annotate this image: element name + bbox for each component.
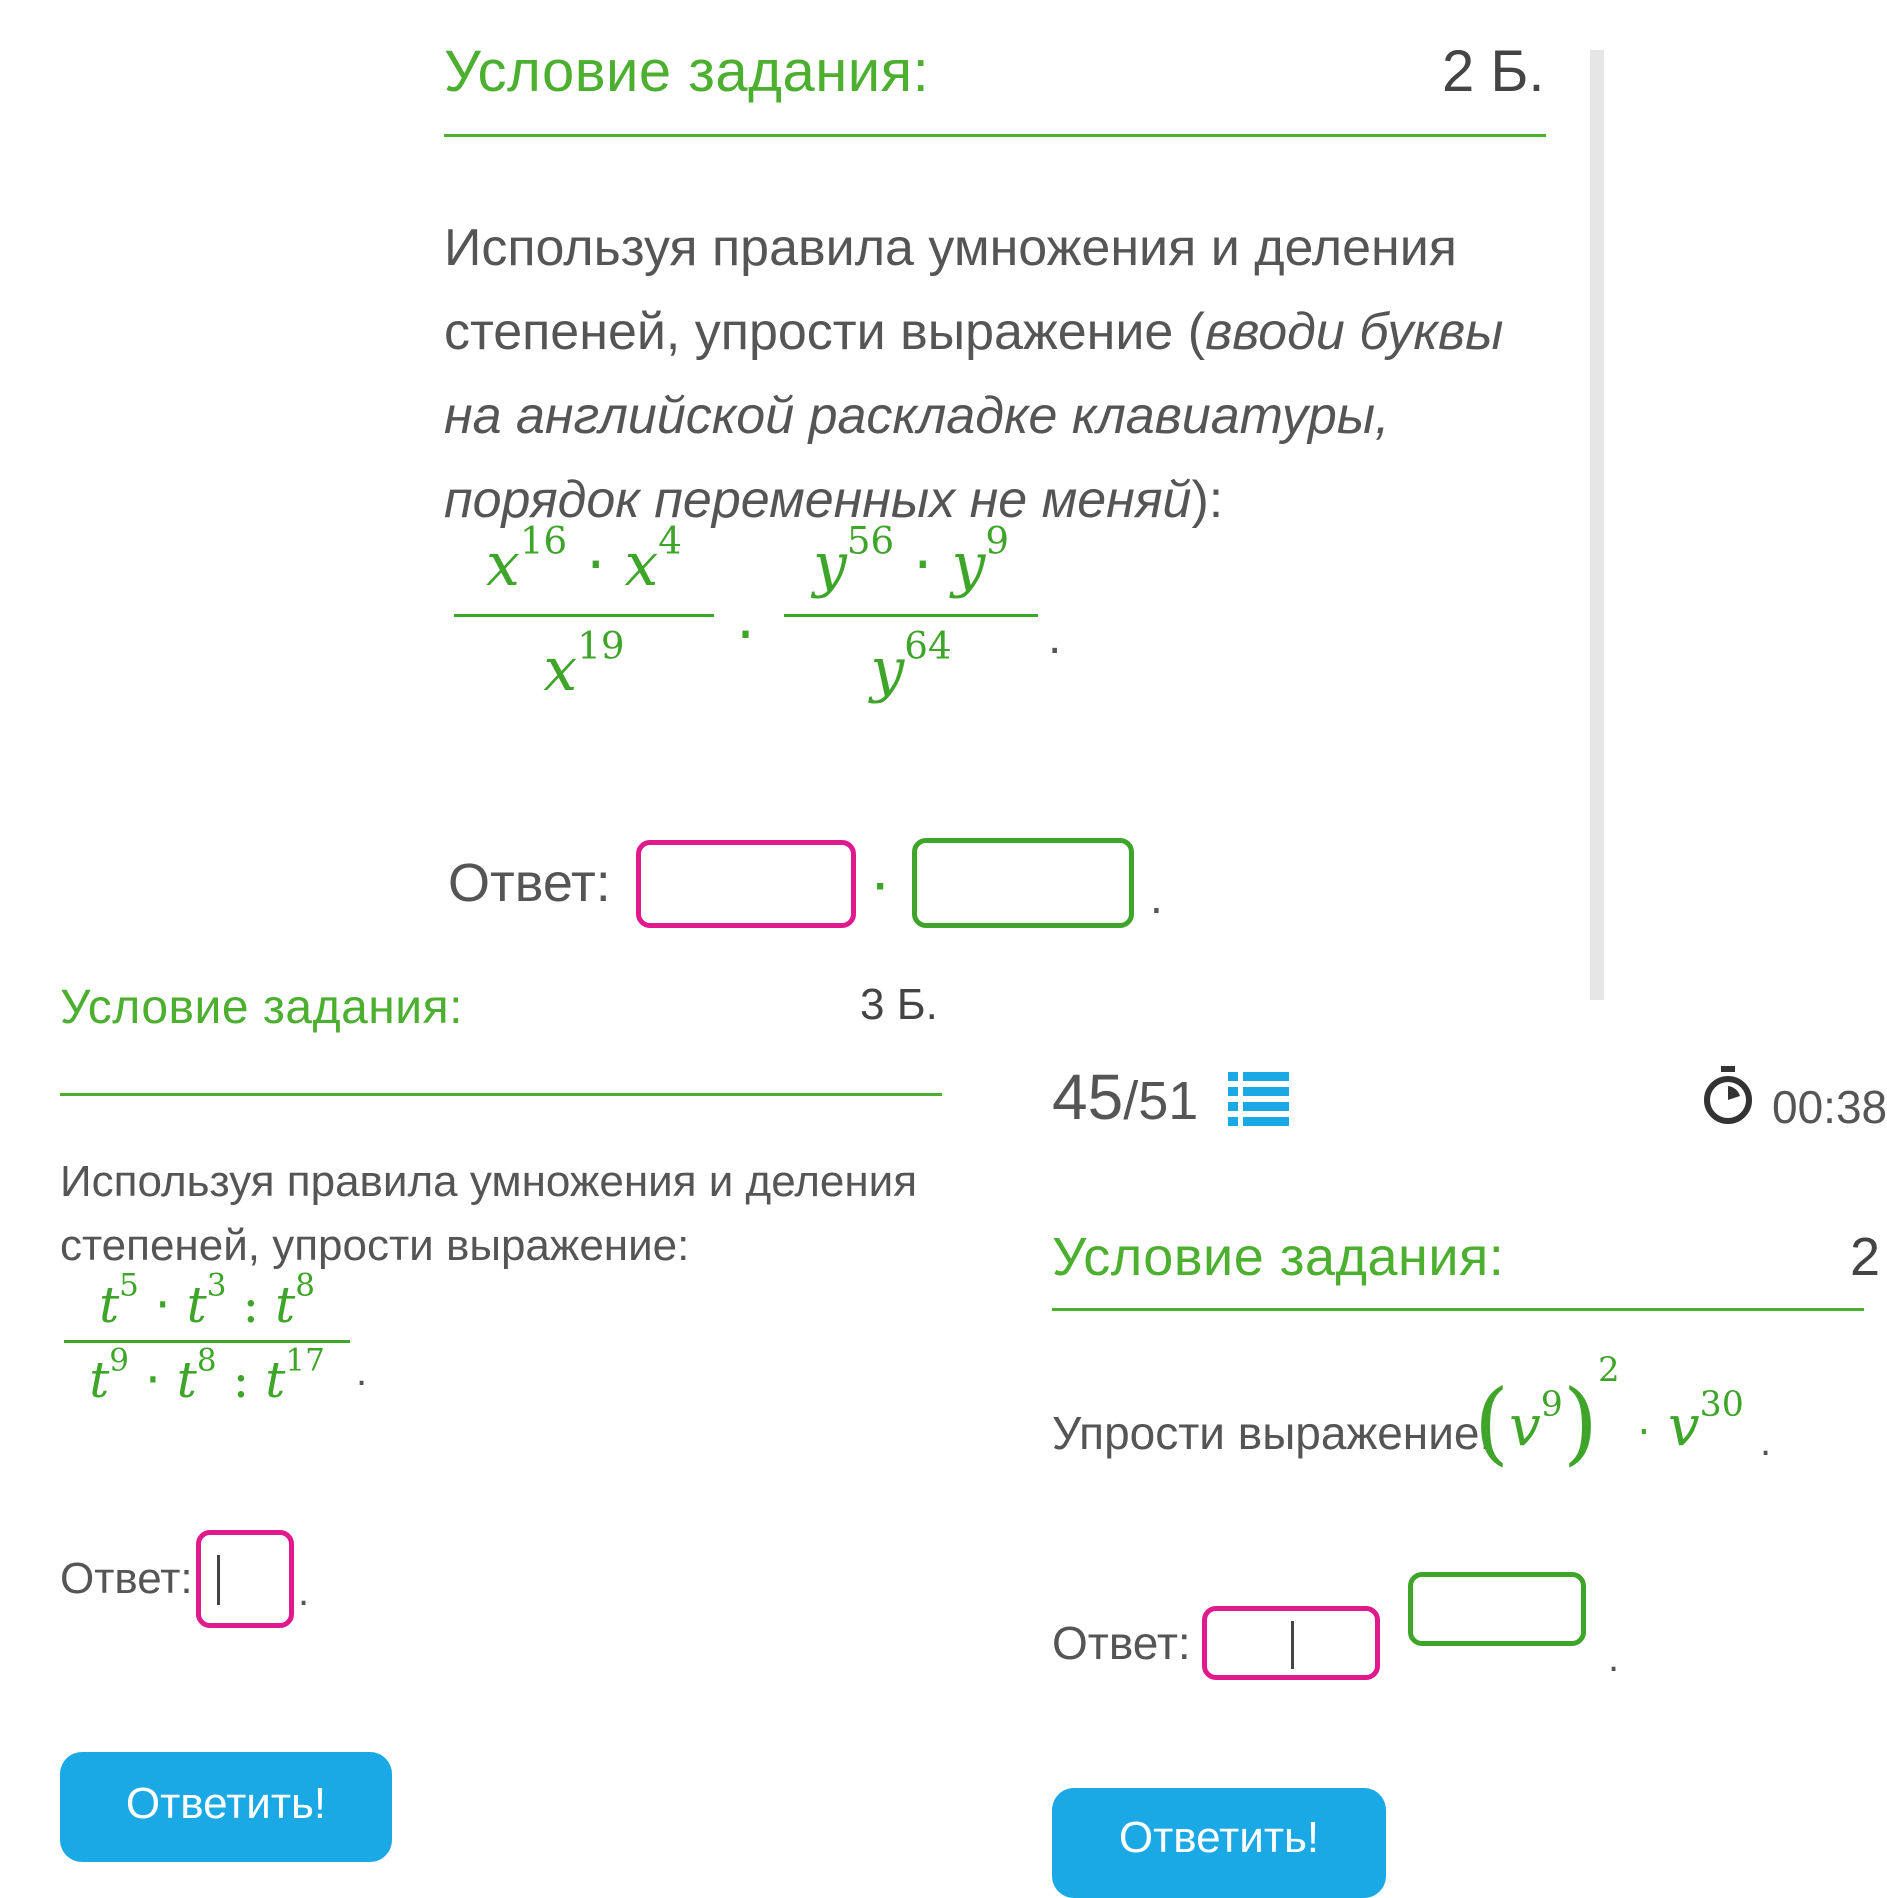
task-description (60, 1150, 917, 1278)
task-text-line (444, 290, 1564, 374)
paren-close: ) (1562, 1370, 1598, 1476)
mul-dot: · (586, 530, 606, 600)
stopwatch-icon-svg (1702, 1066, 1754, 1126)
var: t (99, 1276, 120, 1334)
div-sign: : (242, 1276, 260, 1334)
task-text-segment: степеней, упрости выражение ( (444, 303, 1206, 361)
var: t (265, 1351, 286, 1409)
var: x (486, 530, 520, 600)
text-cursor (217, 1555, 220, 1605)
var: t (186, 1276, 207, 1334)
answer-input-coefficient[interactable] (636, 840, 856, 928)
text-cursor (1291, 1621, 1294, 1669)
task-heading: Условие задания: (444, 39, 930, 104)
exponent: 64 (904, 623, 952, 668)
outer-exponent: 2 (1597, 1350, 1620, 1390)
answer-period: . (1608, 1636, 1620, 1680)
exponent: 8 (295, 1267, 315, 1304)
exponent: 9 (109, 1342, 130, 1379)
fraction-t (64, 1267, 350, 1409)
var: t (176, 1351, 197, 1409)
list-icon-svg (1228, 1070, 1290, 1128)
answer-input-coefficient[interactable] (1202, 1606, 1380, 1680)
exponent: 56 (846, 518, 895, 563)
answer-dot: · (874, 862, 889, 911)
answer-period: . (298, 1570, 310, 1614)
list-icon[interactable] (1228, 1070, 1290, 1128)
answer-input[interactable] (196, 1530, 294, 1628)
heading-clip (0, 980, 950, 1066)
task-points: 2 Б. (1442, 39, 1545, 104)
timer-text: 00:38 (1772, 1081, 1887, 1133)
answer-label: Ответ: (448, 853, 611, 913)
mul-dot: · (154, 1276, 171, 1334)
fraction-x (454, 518, 714, 705)
answer-label: Ответ: (1052, 1617, 1191, 1669)
fraction-bar (784, 614, 1038, 617)
task-text-line (444, 374, 1564, 458)
task-text-italic: вводи буквы (1205, 303, 1504, 361)
var: v (1667, 1394, 1700, 1460)
progress-total: /51 (1123, 1071, 1199, 1131)
exponent: 5 (119, 1267, 139, 1304)
answer-label: Ответ: (60, 1554, 193, 1603)
var: x (543, 635, 578, 705)
exponent: 4 (658, 518, 682, 563)
task-text-italic: на английской раскладке клавиатуры, (444, 387, 1390, 445)
exponent: 30 (1699, 1385, 1744, 1426)
fraction-numerator (64, 1267, 350, 1334)
var: y (870, 635, 905, 705)
var: v (1509, 1394, 1541, 1460)
var: y (812, 530, 847, 600)
submit-answer-button[interactable]: Ответить! (1052, 1788, 1386, 1898)
fraction-bar (454, 614, 714, 617)
task-description (444, 206, 1564, 542)
expr-period: . (1048, 611, 1062, 664)
mul-dot: · (913, 530, 933, 600)
task-points: 2 (1850, 1227, 1881, 1287)
mul-dot (736, 600, 755, 670)
progress-current: 45 (1052, 1061, 1124, 1133)
task-text-line: Используя правила умножения и деления (444, 219, 1457, 277)
var: x (624, 530, 659, 600)
task-description: Упрости выражение: (1052, 1407, 1493, 1459)
task-text-line: степеней, упрости выражение: (60, 1221, 690, 1270)
task-text-segment: ): (1191, 471, 1224, 529)
task-heading: Условие задания: (60, 981, 463, 1034)
task-heading: Условие задания: (1052, 1227, 1505, 1287)
progress-counter (1052, 1060, 1198, 1134)
exponent: 16 (519, 518, 568, 563)
fraction-denominator (454, 623, 714, 705)
answer-input-variable[interactable] (912, 838, 1134, 928)
heading-rule (1052, 1308, 1864, 1311)
stopwatch-icon (1702, 1066, 1754, 1126)
exponent: 17 (285, 1342, 325, 1379)
fraction-numerator (454, 518, 714, 600)
task-text-italic: порядок переменных не меняй (444, 471, 1192, 529)
expr-period: . (356, 1350, 368, 1394)
fraction-denominator (64, 1342, 350, 1409)
heading-rule (444, 134, 1546, 137)
div-sign: : (232, 1351, 250, 1409)
fraction-denominator (784, 623, 1038, 705)
mul-dot: · (1637, 1409, 1651, 1456)
task-points: 3 Б. (860, 980, 938, 1029)
task-text-line: Используя правила умножения и деления (60, 1157, 918, 1206)
answer-input-exponent[interactable] (1408, 1572, 1586, 1646)
scrollbar-track[interactable] (1590, 50, 1604, 1000)
fraction-y (784, 518, 1038, 705)
fraction-numerator (784, 518, 1038, 600)
answer-period: . (1150, 871, 1163, 923)
exponent: 9 (985, 518, 1010, 563)
exponent: 8 (196, 1342, 217, 1379)
paren-open: ( (1474, 1370, 1510, 1476)
expr-period: . (1760, 1420, 1772, 1464)
var: y (951, 530, 986, 600)
exponent: 19 (577, 623, 625, 668)
mul-dot-symbol: · (736, 600, 756, 670)
var: t (275, 1276, 296, 1334)
heading-rule (60, 1093, 942, 1096)
expression (1474, 1350, 1744, 1476)
mul-dot: · (144, 1351, 161, 1409)
var: t (89, 1351, 110, 1409)
submit-answer-button[interactable]: Ответить! (60, 1752, 392, 1862)
exponent: 9 (1540, 1385, 1563, 1426)
exponent: 3 (206, 1267, 227, 1304)
